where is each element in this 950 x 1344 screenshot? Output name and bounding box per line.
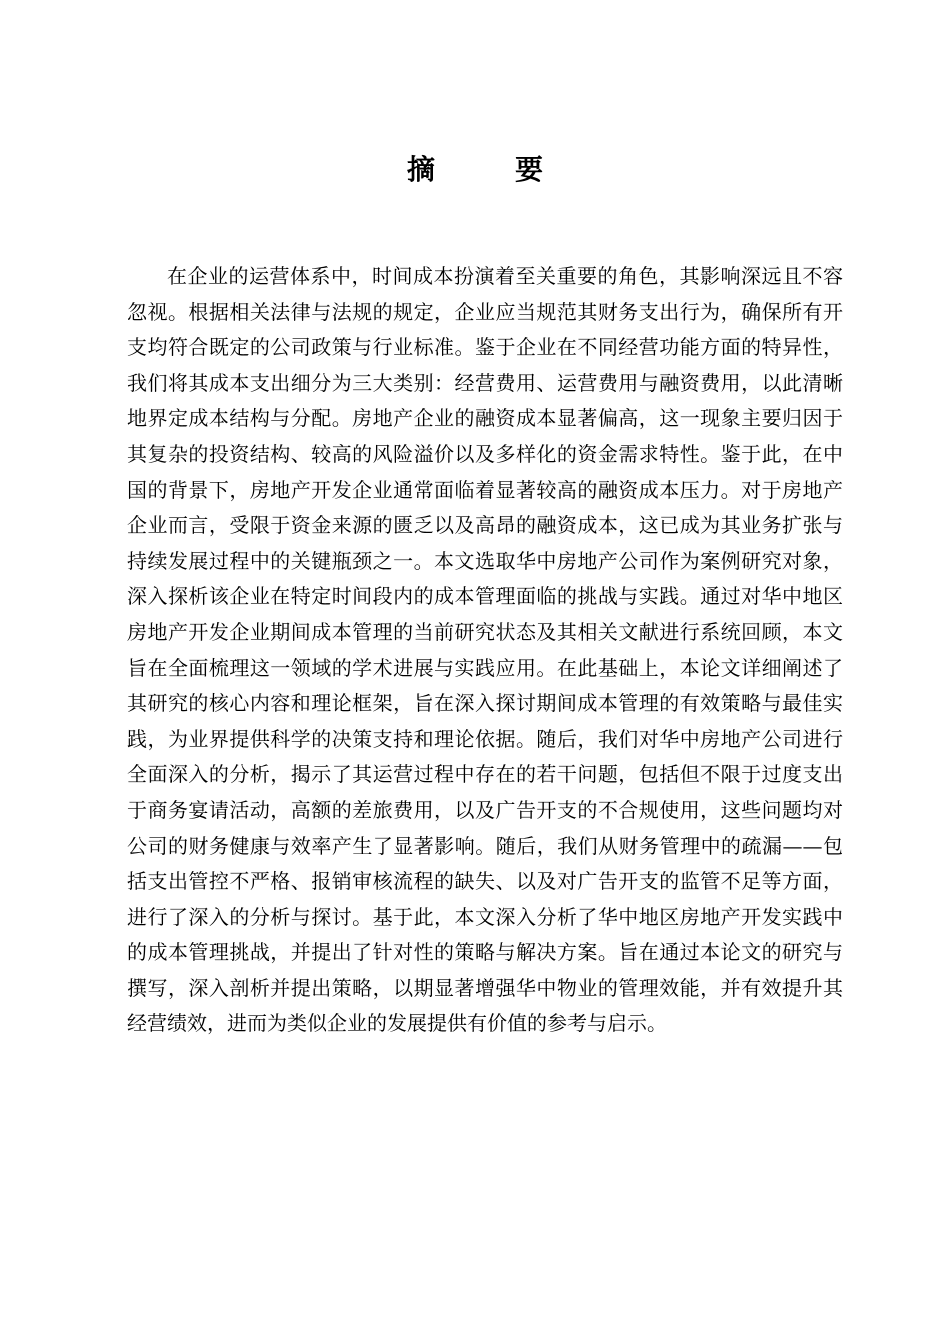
abstract-paragraph: 在企业的运营体系中，时间成本扮演着至关重要的角色，其影响深远且不容忽视。根据相关法律与法规的规定，企业应当规范其财务支出行为，确保所有开支均符合既定的公司政策与行业标准。鉴于企业在不同经营功能方面的特异性，我们将其成本支出细分为三大类别：经营费用、运营费用与融资费用，以此清晰地界定成本结构与分配。房地产企业的融资成本显著偏高，这一现象主要归因于其复杂的投资结构、较高的风险溢价以及多样化的资金需求特性。鉴于此，在中国的背景下，房地产开发企业通常面临着显著较高的融资成本压力。对于房地产企业而言，受限于资金来源的匮乏以及高昂的融资成本，这已成为其业务扩张与持续发展过程中的关键瓶颈之一。本文选取华中房地产公司作为案例研究对象，深入探析该企业在特定时间段内的成本管理面临的挑战与实践。通过对华中地区房地产开发企业期间成本管理的当前研究状态及其相关文献进行系统回顾，本文旨在全面梳理这一领域的学术进展与实践应用。在此基础上，本论文详细阐述了其研究的核心内容和理论框架，旨在深入探讨期间成本管理的有效策略与最佳实践，为业界提供科学的决策支持和理论依据。随后，我们对华中房地产公司进行全面深入的分析，揭示了其运营过程中存在的若干问题，包括但不限于过度支出于商务宴请活动，高额的差旅费用，以及广告开支的不合规使用，这些问题均对公司的财务健康与效率产生了显著影响。随后，我们从财务管理中的疏漏——包括支出管控不严格、报销审核流程的缺失、以及对广告开支的监管不足等方面，进行了深入的分析与探讨。基于此，本文深入分析了华中地区房地产开发实践中的成本管理挑战，并提出了针对性的策略与解决方案。旨在通过本论文的研究与撰写，深入剖析并提出策略，以期显著增强华中物业的管理效能，并有效提升其经营绩效，进而为类似企业的发展提供有价值的参考与启示。 <box>127 264 843 1036</box>
page-title: 摘 要 <box>406 153 569 186</box>
